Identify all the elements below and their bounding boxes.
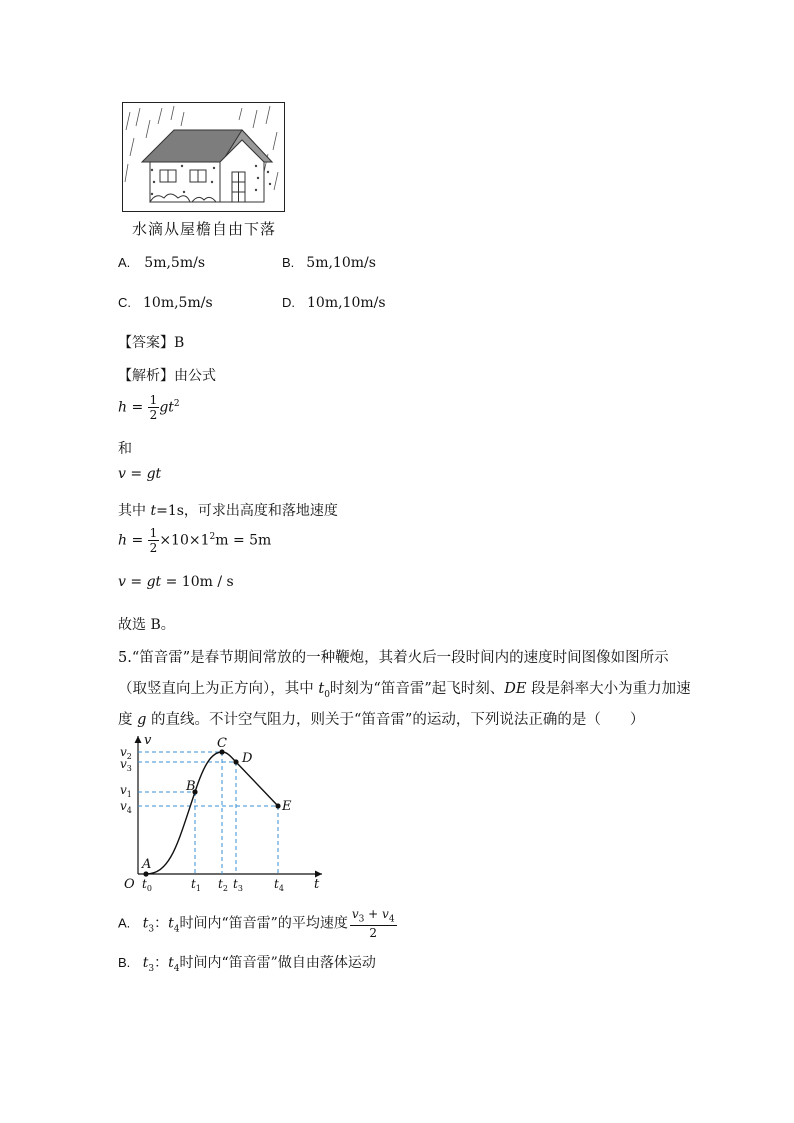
tick-t2: $t_2$ xyxy=(218,877,228,893)
figure-caption: 水滴从屋檐自由下落 xyxy=(132,220,277,238)
label-b: B xyxy=(186,779,196,794)
house-rain-figure xyxy=(122,102,285,212)
analysis-line: 【解析】由公式 xyxy=(118,368,216,384)
tick-t3: $t_3$ xyxy=(233,877,243,893)
v-axis-label: v xyxy=(144,733,152,748)
tick-v2: $v_2$ xyxy=(120,745,132,761)
formula-h-eq: h = $\frac{1}{2}$ $gt^2$ xyxy=(118,393,180,422)
q4-option-a: A. 5m,5m/s xyxy=(118,255,206,271)
point-e xyxy=(275,803,280,808)
q4-option-b: B. 5m,10m/s xyxy=(282,255,376,271)
and-text: 和 xyxy=(118,441,132,457)
point-a xyxy=(143,871,148,876)
q5-line1: 5.“笛音雷”是春节期间常放的一种鞭炮，其着火后一段时间内的速度时间图像如图所示 xyxy=(118,650,669,666)
tick-v4: $v_4$ xyxy=(120,799,132,815)
label-c: C xyxy=(217,736,227,751)
t-axis-label: t xyxy=(314,877,320,892)
velocity-curve xyxy=(146,752,278,874)
answer-value: B xyxy=(174,335,185,351)
vt-graph xyxy=(116,732,330,894)
origin-label: O xyxy=(124,877,135,892)
q5-line2: （取竖直向上为正方向），其中 $t_0$时刻为“笛音雷”起飞时刻、DE 段是斜率大小为重力加速 xyxy=(118,681,691,700)
label-e: E xyxy=(282,799,292,814)
formula-v-eq: v = gt xyxy=(118,466,162,482)
tick-v1: $v_1$ xyxy=(120,783,132,799)
analysis-label: 【解析】 xyxy=(118,368,174,384)
tick-t4: $t_4$ xyxy=(274,877,284,893)
answer-label: 【答案】 xyxy=(118,335,174,351)
where-line: 其中 t=1s，可求出高度和落地速度 xyxy=(118,503,338,519)
label-a: A xyxy=(142,857,152,872)
q5-line3: 度 g 的直线。不计空气阻力，则关于“笛音雷”的运动，下列说法正确的是（ ） xyxy=(118,712,645,728)
q5-option-b: B. $t_3$：$t_4$时间内“笛音雷”做自由落体运动 xyxy=(118,955,376,974)
formula-h-calc: h = $\frac{1}{2}$ $\times 10\times 1^2m = 5m$ xyxy=(118,526,272,555)
conclusion-line: 故选 B。 xyxy=(118,617,175,633)
tick-t1: $t_1$ xyxy=(191,877,201,893)
q4-option-c: C. 10m,5m/s xyxy=(118,295,213,311)
tick-v3: $v_3$ xyxy=(120,757,132,773)
q4-option-d: D. 10m,10m/s xyxy=(282,295,386,311)
tick-t0: $t_0$ xyxy=(142,877,152,893)
q5-option-a: A. $t_3$：$t_4$时间内“笛音雷”的平均速度 $\frac{v_3 + v_4}{2}$ xyxy=(118,907,395,941)
point-d xyxy=(233,759,238,764)
label-d: D xyxy=(242,751,253,766)
answer-line xyxy=(118,332,184,352)
formula-v-calc: v = gt = 10m / s xyxy=(118,574,234,590)
